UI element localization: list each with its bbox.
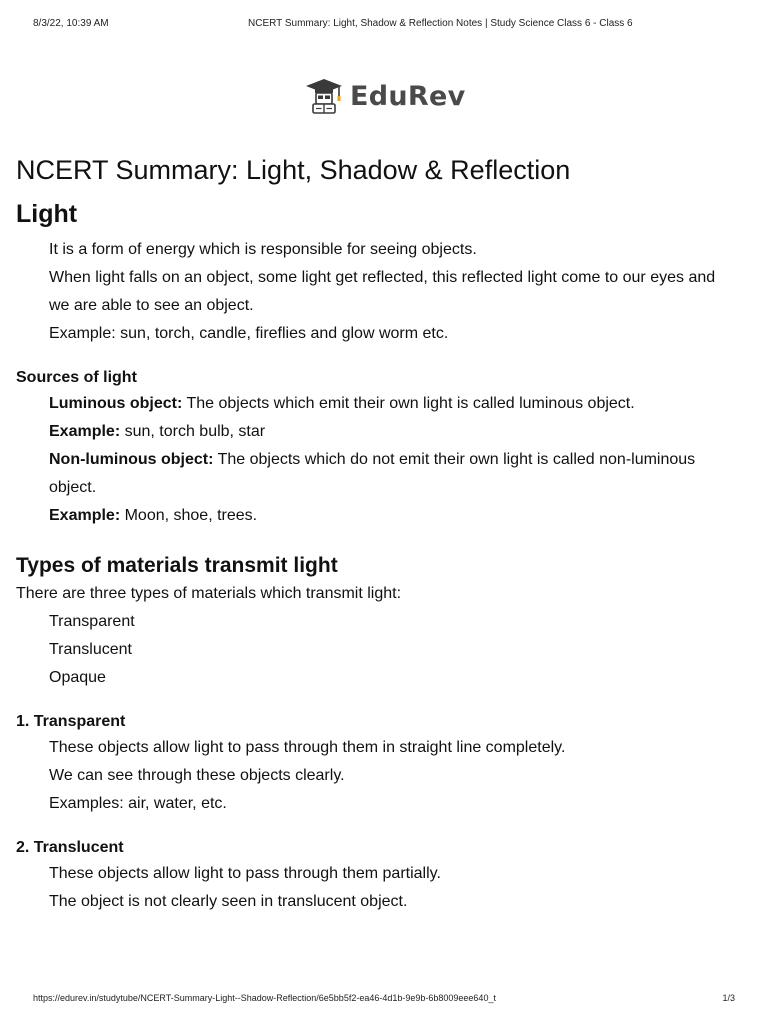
sources-heading: Sources of light [16, 369, 137, 386]
brand-name: EduRev [350, 80, 466, 112]
list-item: Opaque [49, 669, 106, 686]
transparent-line-1: These objects allow light to pass through them in straight line completely. [49, 739, 566, 756]
print-datetime: 8/3/22, 10:39 AM [33, 18, 109, 29]
light-line-2: When light falls on an object, some light get reflected, this reflected light come to our eyes and [49, 269, 716, 286]
nonluminous-definition [16, 446, 750, 474]
luminous-text: The objects which emit their own light is called luminous object. [182, 395, 635, 412]
nonluminous-text: The objects which do not emit their own light is called non-luminous [213, 451, 696, 468]
example-label: Example: [49, 507, 121, 524]
example-text: sun, torch bulb, star [120, 423, 266, 440]
light-line-1: It is a form of energy which is responsible for seeing objects. [49, 241, 477, 258]
list-item: Translucent [49, 641, 132, 658]
luminous-definition [16, 390, 750, 418]
print-footer [33, 993, 735, 1005]
example-text: Moon, shoe, trees. [120, 507, 258, 524]
materials-heading: Types of materials transmit light [16, 554, 338, 577]
example-label: Example: [49, 423, 121, 440]
translucent-line-1: These objects allow light to pass through them partially. [49, 865, 441, 882]
print-document-title: NCERT Summary: Light, Shadow & Reflection Notes | Study Science Class 6 - Class 6 [248, 18, 633, 29]
nonluminous-example [16, 502, 750, 530]
materials-intro: There are three types of materials which transmit light: [16, 585, 402, 602]
transparent-line-2: We can see through these objects clearly. [49, 767, 345, 784]
translucent-heading: 2. Translucent [16, 839, 124, 856]
light-line-4: Example: sun, torch, candle, fireflies and glow worm etc. [49, 325, 449, 342]
document-content [16, 150, 750, 916]
source-url[interactable]: https://edurev.in/studytube/NCERT-Summary-Light--Shadow-Reflection/6e5bb5f2-ea46-4d1b-9e9b-6b8009eee640_t [33, 993, 496, 1003]
edurev-logo[interactable] [304, 76, 466, 116]
luminous-example [16, 418, 750, 446]
nonluminous-label: Non-luminous object: [49, 451, 214, 468]
transparent-heading: 1. Transparent [16, 713, 126, 730]
transparent-line-3: Examples: air, water, etc. [49, 795, 227, 812]
light-line-3: we are able to see an object. [49, 297, 254, 314]
translucent-line-2: The object is not clearly seen in translucent object. [49, 893, 408, 910]
list-item: Transparent [49, 613, 135, 630]
print-header [33, 18, 735, 32]
nonluminous-continuation: object. [49, 479, 97, 496]
page-number: 1/3 [722, 993, 735, 1003]
page-title: NCERT Summary: Light, Shadow & Reflection [16, 155, 571, 185]
section-heading-light: Light [16, 200, 78, 228]
graduation-cap-student-icon [304, 77, 344, 115]
luminous-label: Luminous object: [49, 395, 183, 412]
